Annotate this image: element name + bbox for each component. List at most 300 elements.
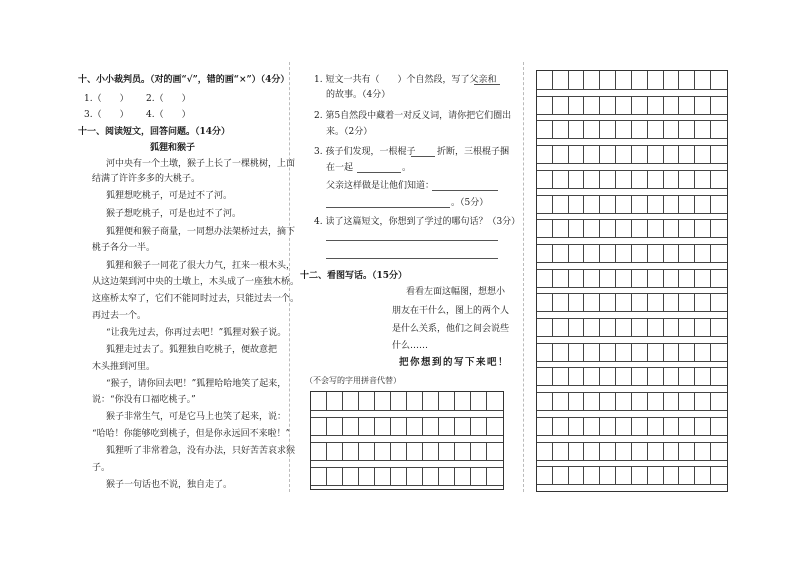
grid-cell[interactable] (375, 443, 391, 460)
grid-cell[interactable] (553, 171, 569, 188)
grid-cell[interactable] (695, 319, 711, 336)
grid-cell[interactable] (487, 418, 503, 435)
grid-cell[interactable] (584, 245, 600, 262)
grid-cell[interactable] (600, 71, 616, 89)
grid-cell[interactable] (632, 171, 648, 188)
grid-cell[interactable] (600, 146, 616, 163)
grid-cell[interactable] (632, 443, 648, 460)
grid-cell[interactable] (632, 270, 648, 287)
grid-cell[interactable] (695, 368, 711, 385)
grid-cell[interactable] (632, 294, 648, 311)
grid-cell[interactable] (695, 71, 711, 89)
judge-item-4[interactable]: 4.（ ） (146, 110, 191, 120)
grid-cell[interactable] (455, 443, 471, 460)
grid-cell[interactable] (553, 220, 569, 237)
story-line: “猴子，请你回去吧！”狐狸哈哈地笑了起来， (106, 379, 287, 389)
grid-cell[interactable] (584, 368, 600, 385)
grid-cell[interactable] (711, 121, 727, 138)
grid-cell[interactable] (537, 220, 553, 237)
grid-cell[interactable] (695, 443, 711, 460)
grid-cell[interactable] (711, 294, 727, 311)
grid-cell[interactable] (584, 220, 600, 237)
grid-cell[interactable] (407, 468, 423, 485)
grid-cell[interactable] (679, 71, 695, 89)
grid-cell[interactable] (648, 467, 664, 484)
grid-cell[interactable] (632, 196, 648, 213)
grid-cell[interactable] (648, 270, 664, 287)
grid-cell[interactable] (553, 294, 569, 311)
grid-cell[interactable] (600, 344, 616, 361)
grid-cell[interactable] (569, 393, 585, 410)
grid-cell[interactable] (569, 294, 585, 311)
story-line: 猴子非常生气，可是它马上也笑了起来，说： (106, 412, 287, 422)
grid-row (537, 367, 727, 386)
grid-cell[interactable] (632, 146, 648, 163)
grid-cell[interactable] (423, 468, 439, 485)
grid-cell[interactable] (664, 97, 680, 114)
grid-cell[interactable] (711, 418, 727, 435)
grid-cell[interactable] (711, 245, 727, 262)
grid-cell[interactable] (648, 443, 664, 460)
judge-item-2[interactable]: 2.（ ） (146, 94, 191, 104)
grid-cell[interactable] (343, 392, 359, 410)
grid-cell[interactable] (711, 196, 727, 213)
question-2-line-1: 2. 第5自然段中藏着一对反义词，请你把它们圈出 (314, 111, 512, 121)
grid-cell[interactable] (695, 294, 711, 311)
grid-cell[interactable] (537, 121, 553, 138)
grid-cell[interactable] (359, 418, 375, 435)
grid-cell[interactable] (648, 220, 664, 237)
grid-cell[interactable] (487, 392, 503, 410)
grid-cell[interactable] (648, 418, 664, 435)
answer-line[interactable] (326, 240, 498, 241)
grid-cell[interactable] (569, 97, 585, 114)
grid-cell[interactable] (407, 443, 423, 460)
grid-row (311, 442, 503, 461)
grid-cell[interactable] (553, 245, 569, 262)
grid-cell[interactable] (711, 146, 727, 163)
grid-cell[interactable] (359, 392, 375, 410)
grid-cell[interactable] (679, 220, 695, 237)
grid-cell[interactable] (569, 196, 585, 213)
grid-cell[interactable] (695, 270, 711, 287)
grid-cell[interactable] (648, 368, 664, 385)
grid-cell[interactable] (537, 270, 553, 287)
answer-blank[interactable] (474, 84, 500, 85)
story-line: 狐狸便和猴子商量，一同想办法架桥过去，摘下 (106, 227, 296, 237)
grid-cell[interactable] (679, 121, 695, 138)
grid-cell[interactable] (487, 443, 503, 460)
grid-cell[interactable] (584, 121, 600, 138)
grid-cell[interactable] (327, 418, 343, 435)
grid-row (537, 318, 727, 337)
grid-cell[interactable] (616, 418, 632, 435)
grid-cell[interactable] (679, 344, 695, 361)
grid-row (311, 417, 503, 436)
grid-cell[interactable] (537, 294, 553, 311)
grid-cell[interactable] (600, 294, 616, 311)
grid-cell[interactable] (375, 468, 391, 485)
grid-cell[interactable] (648, 121, 664, 138)
grid-cell[interactable] (695, 97, 711, 114)
grid-row (537, 442, 727, 461)
grid-cell[interactable] (584, 319, 600, 336)
grid-cell[interactable] (553, 393, 569, 410)
grid-cell[interactable] (711, 319, 727, 336)
grid-cell[interactable] (600, 443, 616, 460)
grid-cell[interactable] (537, 319, 553, 336)
grid-cell[interactable] (600, 97, 616, 114)
grid-cell[interactable] (648, 319, 664, 336)
grid-cell[interactable] (616, 171, 632, 188)
grid-cell[interactable] (664, 171, 680, 188)
story-line: 狐狸听了非常着急，没有办法，只好苦苦哀求猴 (106, 446, 296, 456)
grid-cell[interactable] (695, 245, 711, 262)
grid-cell[interactable] (455, 418, 471, 435)
story-line: 从这边架到河中央的土墩上，木头成了一座独木桥。 (92, 277, 300, 287)
grid-cell[interactable] (695, 393, 711, 410)
grid-cell[interactable] (359, 443, 375, 460)
story-line: 说：“你没有口福吃桃子。” (92, 395, 196, 405)
grid-cell[interactable] (616, 368, 632, 385)
grid-cell[interactable] (616, 71, 632, 89)
grid-cell[interactable] (616, 146, 632, 163)
grid-cell[interactable] (695, 220, 711, 237)
grid-cell[interactable] (569, 146, 585, 163)
answer-blank[interactable] (357, 172, 401, 173)
grid-cell[interactable] (679, 393, 695, 410)
section-12-title: 十二、看图写话。（15分） (300, 271, 408, 281)
answer-blank[interactable] (326, 207, 450, 208)
grid-cell[interactable] (391, 392, 407, 410)
judge-item-1[interactable]: 1.（ ） (84, 94, 129, 104)
grid-cell[interactable] (711, 171, 727, 188)
grid-cell[interactable] (569, 270, 585, 287)
grid-cell[interactable] (616, 220, 632, 237)
grid-cell[interactable] (569, 443, 585, 460)
grid-cell[interactable] (584, 467, 600, 484)
grid-cell[interactable] (632, 220, 648, 237)
grid-cell[interactable] (553, 196, 569, 213)
grid-cell[interactable] (679, 368, 695, 385)
grid-cell[interactable] (407, 418, 423, 435)
grid-cell[interactable] (553, 270, 569, 287)
grid-cell[interactable] (600, 171, 616, 188)
grid-cell[interactable] (584, 97, 600, 114)
grid-cell[interactable] (600, 220, 616, 237)
grid-cell[interactable] (711, 270, 727, 287)
grid-cell[interactable] (471, 468, 487, 485)
grid-cell[interactable] (695, 121, 711, 138)
grid-cell[interactable] (664, 319, 680, 336)
grid-cell[interactable] (616, 245, 632, 262)
grid-cell[interactable] (679, 418, 695, 435)
grid-cell[interactable] (423, 443, 439, 460)
grid-cell[interactable] (695, 146, 711, 163)
grid-cell[interactable] (711, 97, 727, 114)
grid-cell[interactable] (391, 418, 407, 435)
writing-grid-large[interactable] (536, 70, 728, 492)
story-line: 狐狸走过去了。狐狸独自吃桃子，便故意把 (106, 345, 278, 355)
grid-cell[interactable] (553, 344, 569, 361)
grid-cell[interactable] (537, 97, 553, 114)
grid-cell[interactable] (569, 121, 585, 138)
grid-cell[interactable] (695, 418, 711, 435)
grid-row (537, 269, 727, 288)
grid-cell[interactable] (711, 71, 727, 89)
question-1-line-2: 的故事。（4分） (326, 90, 391, 100)
grid-cell[interactable] (600, 121, 616, 138)
grid-cell[interactable] (423, 392, 439, 410)
grid-cell[interactable] (439, 418, 455, 435)
grid-cell[interactable] (600, 393, 616, 410)
grid-cell[interactable] (327, 443, 343, 460)
story-line: “哈哈！你能够吃到桃子，但是你永远回不来啦！” (92, 429, 291, 439)
grid-cell[interactable] (553, 319, 569, 336)
grid-cell[interactable] (569, 220, 585, 237)
grid-cell[interactable] (487, 468, 503, 485)
grid-cell[interactable] (584, 294, 600, 311)
grid-cell[interactable] (616, 97, 632, 114)
grid-cell[interactable] (391, 443, 407, 460)
grid-cell[interactable] (584, 171, 600, 188)
grid-cell[interactable] (711, 467, 727, 484)
grid-row (537, 244, 727, 263)
grid-cell[interactable] (343, 443, 359, 460)
grid-cell[interactable] (648, 97, 664, 114)
grid-cell[interactable] (648, 294, 664, 311)
grid-cell[interactable] (311, 443, 327, 460)
grid-cell[interactable] (664, 443, 680, 460)
grid-cell[interactable] (711, 443, 727, 460)
grid-row (537, 120, 727, 139)
grid-cell[interactable] (439, 392, 455, 410)
grid-cell[interactable] (584, 71, 600, 89)
grid-cell[interactable] (569, 319, 585, 336)
grid-cell[interactable] (679, 97, 695, 114)
grid-cell[interactable] (664, 467, 680, 484)
grid-cell[interactable] (632, 418, 648, 435)
grid-cell[interactable] (664, 220, 680, 237)
grid-cell[interactable] (711, 344, 727, 361)
grid-cell[interactable] (569, 171, 585, 188)
grid-cell[interactable] (311, 468, 327, 485)
grid-cell[interactable] (553, 368, 569, 385)
grid-cell[interactable] (679, 171, 695, 188)
grid-cell[interactable] (600, 270, 616, 287)
grid-cell[interactable] (664, 418, 680, 435)
grid-cell[interactable] (600, 196, 616, 213)
grid-cell[interactable] (311, 392, 327, 410)
grid-cell[interactable] (569, 418, 585, 435)
grid-cell[interactable] (537, 245, 553, 262)
grid-cell[interactable] (616, 196, 632, 213)
grid-cell[interactable] (327, 468, 343, 485)
grid-cell[interactable] (632, 368, 648, 385)
grid-cell[interactable] (664, 245, 680, 262)
grid-cell[interactable] (679, 467, 695, 484)
answer-line[interactable] (326, 258, 498, 259)
grid-cell[interactable] (679, 146, 695, 163)
grid-cell[interactable] (711, 393, 727, 410)
grid-cell[interactable] (569, 467, 585, 484)
story-line: 河中央有一个土墩，猴子上长了一棵桃树，上面 (106, 159, 296, 169)
grid-cell[interactable] (553, 443, 569, 460)
grid-cell[interactable] (553, 418, 569, 435)
grid-cell[interactable] (423, 418, 439, 435)
grid-cell[interactable] (455, 468, 471, 485)
grid-cell[interactable] (553, 71, 569, 89)
grid-cell[interactable] (695, 467, 711, 484)
grid-cell[interactable] (648, 171, 664, 188)
grid-cell[interactable] (664, 146, 680, 163)
grid-cell[interactable] (616, 344, 632, 361)
grid-cell[interactable] (648, 71, 664, 89)
grid-row (537, 170, 727, 189)
grid-cell[interactable] (664, 121, 680, 138)
grid-cell[interactable] (679, 319, 695, 336)
grid-cell[interactable] (537, 171, 553, 188)
grid-cell[interactable] (311, 418, 327, 435)
picture-prompt-line: 什么…… (392, 341, 429, 351)
grid-cell[interactable] (664, 393, 680, 410)
grid-cell[interactable] (632, 71, 648, 89)
grid-cell[interactable] (584, 270, 600, 287)
grid-cell[interactable] (664, 344, 680, 361)
grid-cell[interactable] (616, 294, 632, 311)
question-3-line-2: 在一起 (326, 163, 354, 173)
grid-cell[interactable] (471, 443, 487, 460)
grid-cell[interactable] (648, 393, 664, 410)
question-2-line-2: 来。（2分） (326, 127, 373, 137)
grid-cell[interactable] (537, 71, 553, 89)
grid-cell[interactable] (391, 468, 407, 485)
judge-item-3[interactable]: 3.（ ） (84, 110, 129, 120)
grid-cell[interactable] (569, 368, 585, 385)
grid-cell[interactable] (553, 97, 569, 114)
grid-cell[interactable] (375, 418, 391, 435)
grid-cell[interactable] (679, 443, 695, 460)
grid-cell[interactable] (343, 418, 359, 435)
grid-cell[interactable] (600, 319, 616, 336)
grid-cell[interactable] (537, 196, 553, 213)
grid-cell[interactable] (584, 146, 600, 163)
grid-cell[interactable] (471, 392, 487, 410)
grid-cell[interactable] (632, 97, 648, 114)
story-line: 再过去一个。 (92, 311, 147, 321)
grid-cell[interactable] (327, 392, 343, 410)
question-3-line-3: 父亲这样做是让他们知道： (326, 181, 435, 191)
grid-cell[interactable] (695, 344, 711, 361)
grid-cell[interactable] (632, 121, 648, 138)
grid-cell[interactable] (616, 443, 632, 460)
grid-cell[interactable] (600, 368, 616, 385)
grid-cell[interactable] (616, 270, 632, 287)
grid-cell[interactable] (584, 196, 600, 213)
grid-cell[interactable] (664, 196, 680, 213)
answer-blank[interactable] (411, 156, 435, 157)
grid-cell[interactable] (553, 121, 569, 138)
grid-cell[interactable] (695, 196, 711, 213)
grid-cell[interactable] (664, 368, 680, 385)
grid-cell[interactable] (584, 393, 600, 410)
grid-cell[interactable] (407, 392, 423, 410)
grid-cell[interactable] (553, 146, 569, 163)
grid-cell[interactable] (664, 71, 680, 89)
grid-cell[interactable] (679, 270, 695, 287)
grid-cell[interactable] (616, 467, 632, 484)
grid-cell[interactable] (359, 468, 375, 485)
writing-grid-small[interactable] (310, 391, 504, 490)
question-1-line-1: 1. 短文一共有（ ）个自然段，写了父亲和 (314, 75, 497, 85)
grid-cell[interactable] (632, 393, 648, 410)
section-11-title: 十一、阅读短文，回答问题。（14分） (78, 127, 231, 137)
grid-cell[interactable] (375, 392, 391, 410)
grid-cell[interactable] (632, 245, 648, 262)
grid-cell[interactable] (569, 344, 585, 361)
grid-cell[interactable] (553, 467, 569, 484)
grid-cell[interactable] (584, 443, 600, 460)
grid-cell[interactable] (569, 245, 585, 262)
story-line: 猴子想吃桃子，可是也过不了河。 (106, 209, 242, 219)
grid-cell[interactable] (679, 196, 695, 213)
grid-cell[interactable] (584, 418, 600, 435)
grid-cell[interactable] (695, 171, 711, 188)
picture-prompt-line: 是什么关系，他们之间会说些 (392, 324, 510, 334)
grid-cell[interactable] (616, 393, 632, 410)
grid-cell[interactable] (648, 344, 664, 361)
grid-cell[interactable] (711, 220, 727, 237)
grid-cell[interactable] (648, 146, 664, 163)
grid-cell[interactable] (471, 418, 487, 435)
section-10-title: 十、小小裁判员。（对的画“√”，错的画“×”）（4分） (78, 75, 290, 85)
grid-cell[interactable] (537, 146, 553, 163)
grid-cell[interactable] (343, 468, 359, 485)
grid-cell[interactable] (569, 71, 585, 89)
grid-cell[interactable] (679, 245, 695, 262)
grid-cell[interactable] (600, 245, 616, 262)
grid-cell[interactable] (648, 196, 664, 213)
grid-cell[interactable] (537, 368, 553, 385)
grid-cell[interactable] (632, 344, 648, 361)
grid-cell[interactable] (711, 368, 727, 385)
answer-blank[interactable] (432, 190, 498, 191)
grid-cell[interactable] (537, 393, 553, 410)
grid-cell[interactable] (664, 270, 680, 287)
grid-cell[interactable] (632, 467, 648, 484)
grid-cell[interactable] (439, 468, 455, 485)
grid-cell[interactable] (537, 344, 553, 361)
grid-row (537, 343, 727, 362)
grid-cell[interactable] (616, 121, 632, 138)
grid-cell[interactable] (664, 294, 680, 311)
grid-cell[interactable] (439, 443, 455, 460)
grid-cell[interactable] (584, 344, 600, 361)
grid-cell[interactable] (648, 245, 664, 262)
grid-cell[interactable] (537, 418, 553, 435)
grid-cell[interactable] (537, 443, 553, 460)
grid-cell[interactable] (679, 294, 695, 311)
story-title: 狐狸和猴子 (150, 143, 196, 153)
grid-cell[interactable] (616, 319, 632, 336)
story-line: 子。 (92, 463, 111, 473)
grid-cell[interactable] (632, 319, 648, 336)
grid-cell[interactable] (600, 418, 616, 435)
grid-cell[interactable] (600, 467, 616, 484)
grid-row (537, 466, 727, 485)
grid-cell[interactable] (455, 392, 471, 410)
grid-cell[interactable] (537, 467, 553, 484)
